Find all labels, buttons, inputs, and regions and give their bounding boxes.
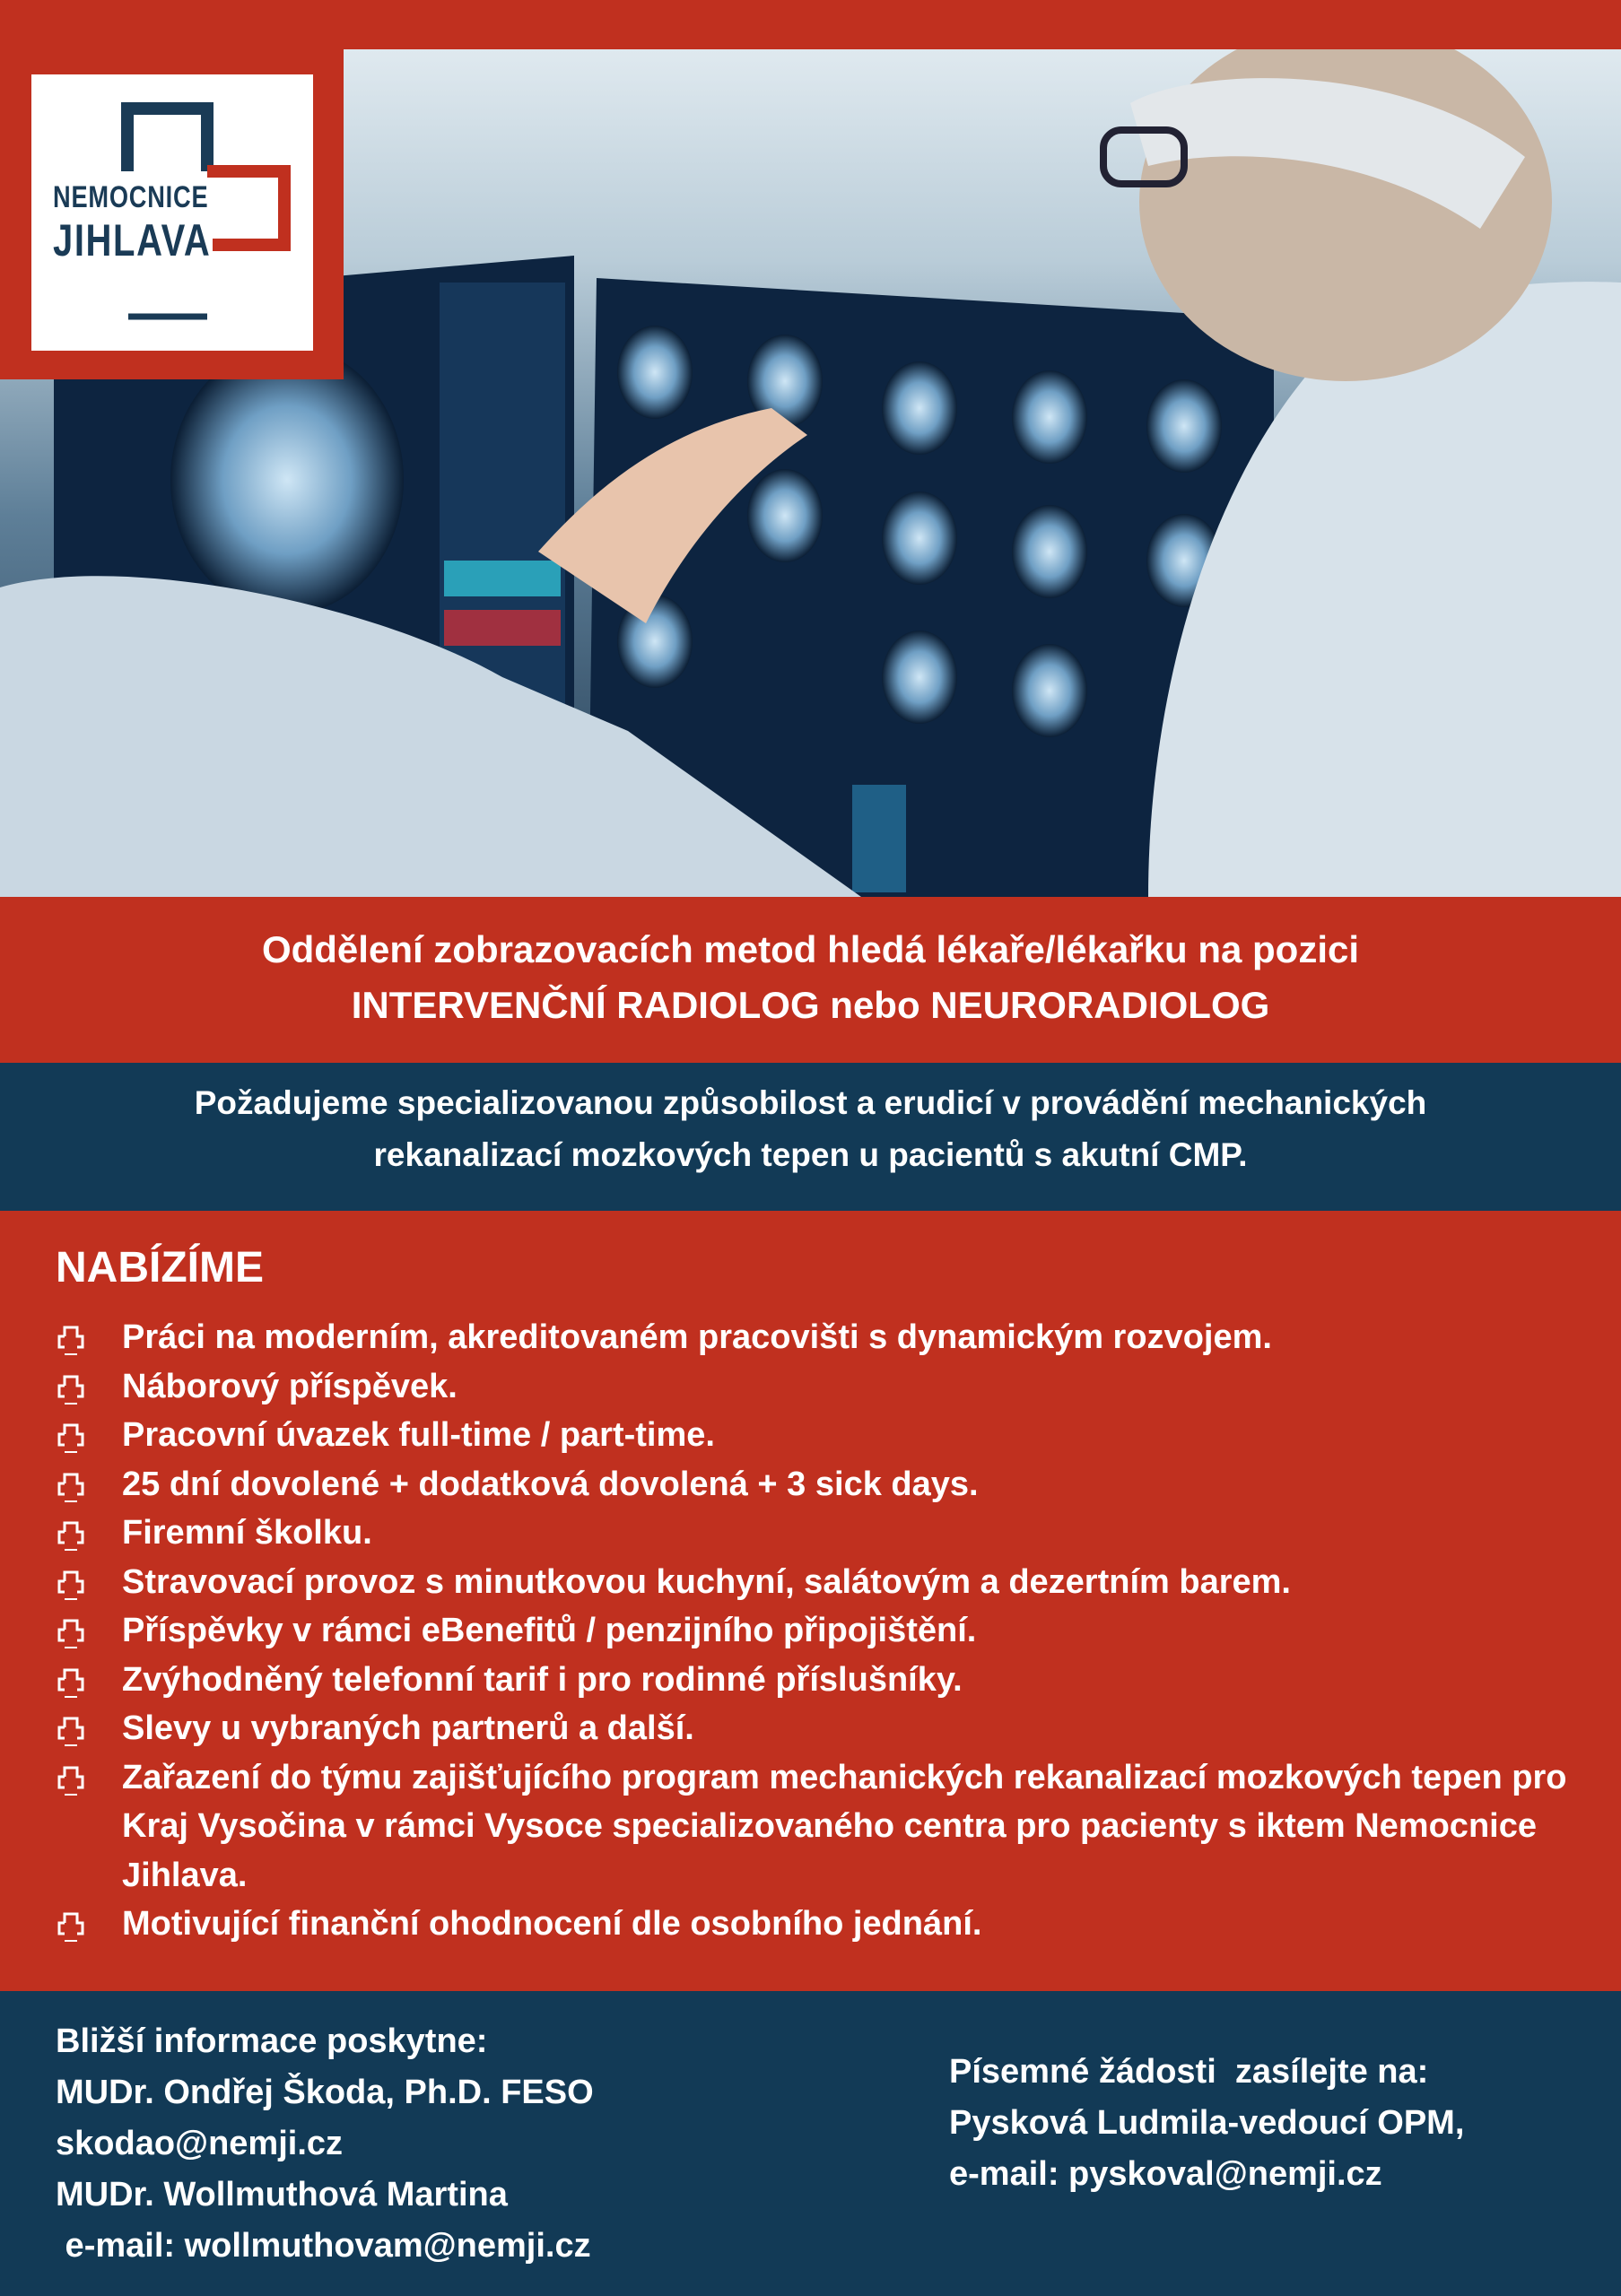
offer-item bbox=[0, 1362, 1593, 1412]
hospital-logo bbox=[31, 74, 313, 351]
requirement-line2: rekanalizací mozkových tepen u pacientů s akutní CMP. bbox=[373, 1136, 1248, 1173]
bracket-bullet-icon bbox=[56, 1764, 84, 1798]
contact-email1[interactable]: skodao@nemji.cz bbox=[56, 2125, 344, 2162]
requirement-line1: Požadujeme specializovanou způsobilost a erudicí v provádění mechanických bbox=[194, 1084, 1427, 1121]
offer-item bbox=[0, 1704, 1593, 1753]
hero-photo bbox=[0, 49, 1621, 897]
offer-item bbox=[0, 1606, 1593, 1656]
offer-item bbox=[0, 1656, 1593, 1705]
offer-list bbox=[0, 1313, 1593, 1949]
logo-frame bbox=[0, 49, 344, 379]
contact-right bbox=[949, 2047, 1464, 2200]
bracket-bullet-icon bbox=[56, 1715, 84, 1749]
offer-item-text: Pracovní úvazek full-time / part-time. bbox=[122, 1416, 715, 1454]
bracket-bullet-icon bbox=[56, 1617, 84, 1651]
offer-item bbox=[0, 1753, 1593, 1900]
logo-text-line2: JIHLAVA bbox=[53, 215, 212, 265]
logo-text-line1: NEMOCNICE bbox=[53, 180, 209, 214]
contact-person2: MUDr. Wollmuthová Martina bbox=[56, 2176, 508, 2213]
offer-item-text: Motivující finanční ohodnocení dle osobního jednání. bbox=[122, 1905, 982, 1943]
offer-item bbox=[0, 1509, 1593, 1558]
offer-item-text: Zařazení do týmu zajišťujícího program mechanických rekanalizací mozkových tepen pro Kraj Vysočina v rámci Vysoce specializovaného centra pro pacienty s iktem Nemocnice Jihlava. bbox=[122, 1758, 1567, 1894]
bracket-bullet-icon bbox=[56, 1519, 84, 1553]
bracket-bullet-icon bbox=[56, 1422, 84, 1456]
headline-line1: Oddělení zobrazovacích metod hledá lékaře/lékařku na pozici bbox=[261, 928, 1360, 970]
contact-left bbox=[56, 2016, 594, 2272]
offer-item-text: Příspěvky v rámci eBenefitů / penzijního připojištění. bbox=[122, 1612, 977, 1649]
contact-section bbox=[0, 1991, 1621, 2296]
offer-item bbox=[0, 1900, 1593, 1949]
contact-left-heading: Bližší informace poskytne: bbox=[56, 2022, 488, 2060]
bracket-bullet-icon bbox=[56, 1373, 84, 1407]
offer-section bbox=[0, 1211, 1621, 1991]
contact-person1: MUDr. Ondřej Škoda, Ph.D. FESO bbox=[56, 2074, 594, 2111]
offer-item-text: Stravovací provoz s minutkovou kuchyní, salátovým a dezertním barem. bbox=[122, 1562, 1291, 1601]
offer-item-text: Práci na moderním, akreditovaném pracovišti s dynamickým rozvojem. bbox=[122, 1318, 1272, 1356]
contact-right-heading: Písemné žádosti zasílejte na: bbox=[949, 2053, 1429, 2091]
offer-item-text: Slevy u vybraných partnerů a další. bbox=[122, 1709, 694, 1747]
offer-item-text: Firemní školku. bbox=[122, 1514, 372, 1552]
offer-heading: NABÍZÍME bbox=[56, 1244, 264, 1292]
bracket-bullet-icon bbox=[56, 1471, 84, 1505]
top-band bbox=[0, 0, 1621, 49]
bracket-bullet-icon bbox=[56, 1910, 84, 1944]
headline-line2: INTERVENČNÍ RADIOLOG nebo NEURORADIOLOG bbox=[351, 984, 1270, 1026]
bracket-bullet-icon bbox=[56, 1666, 84, 1700]
offer-item bbox=[0, 1558, 1593, 1607]
contact-right-email[interactable]: e-mail: pyskoval@nemji.cz bbox=[949, 2155, 1382, 2193]
offer-item-text: Náborový příspěvek. bbox=[122, 1367, 458, 1405]
contact-email2[interactable]: e-mail: wollmuthovam@nemji.cz bbox=[56, 2227, 591, 2265]
contact-right-person: Pysková Ludmila-vedoucí OPM, bbox=[949, 2104, 1465, 2142]
bracket-bullet-icon bbox=[56, 1569, 84, 1603]
offer-item-text: Zvýhodněný telefonní tarif i pro rodinné příslušníky. bbox=[122, 1660, 963, 1699]
offer-item bbox=[0, 1411, 1593, 1460]
offer-item-text: 25 dní dovolené + dodatková dovolená + 3 sick days. bbox=[122, 1465, 979, 1503]
offer-item bbox=[0, 1460, 1593, 1509]
offer-item bbox=[0, 1313, 1593, 1362]
bracket-bullet-icon bbox=[56, 1324, 84, 1358]
requirement-band bbox=[0, 1063, 1621, 1211]
headline-band bbox=[0, 897, 1621, 1063]
